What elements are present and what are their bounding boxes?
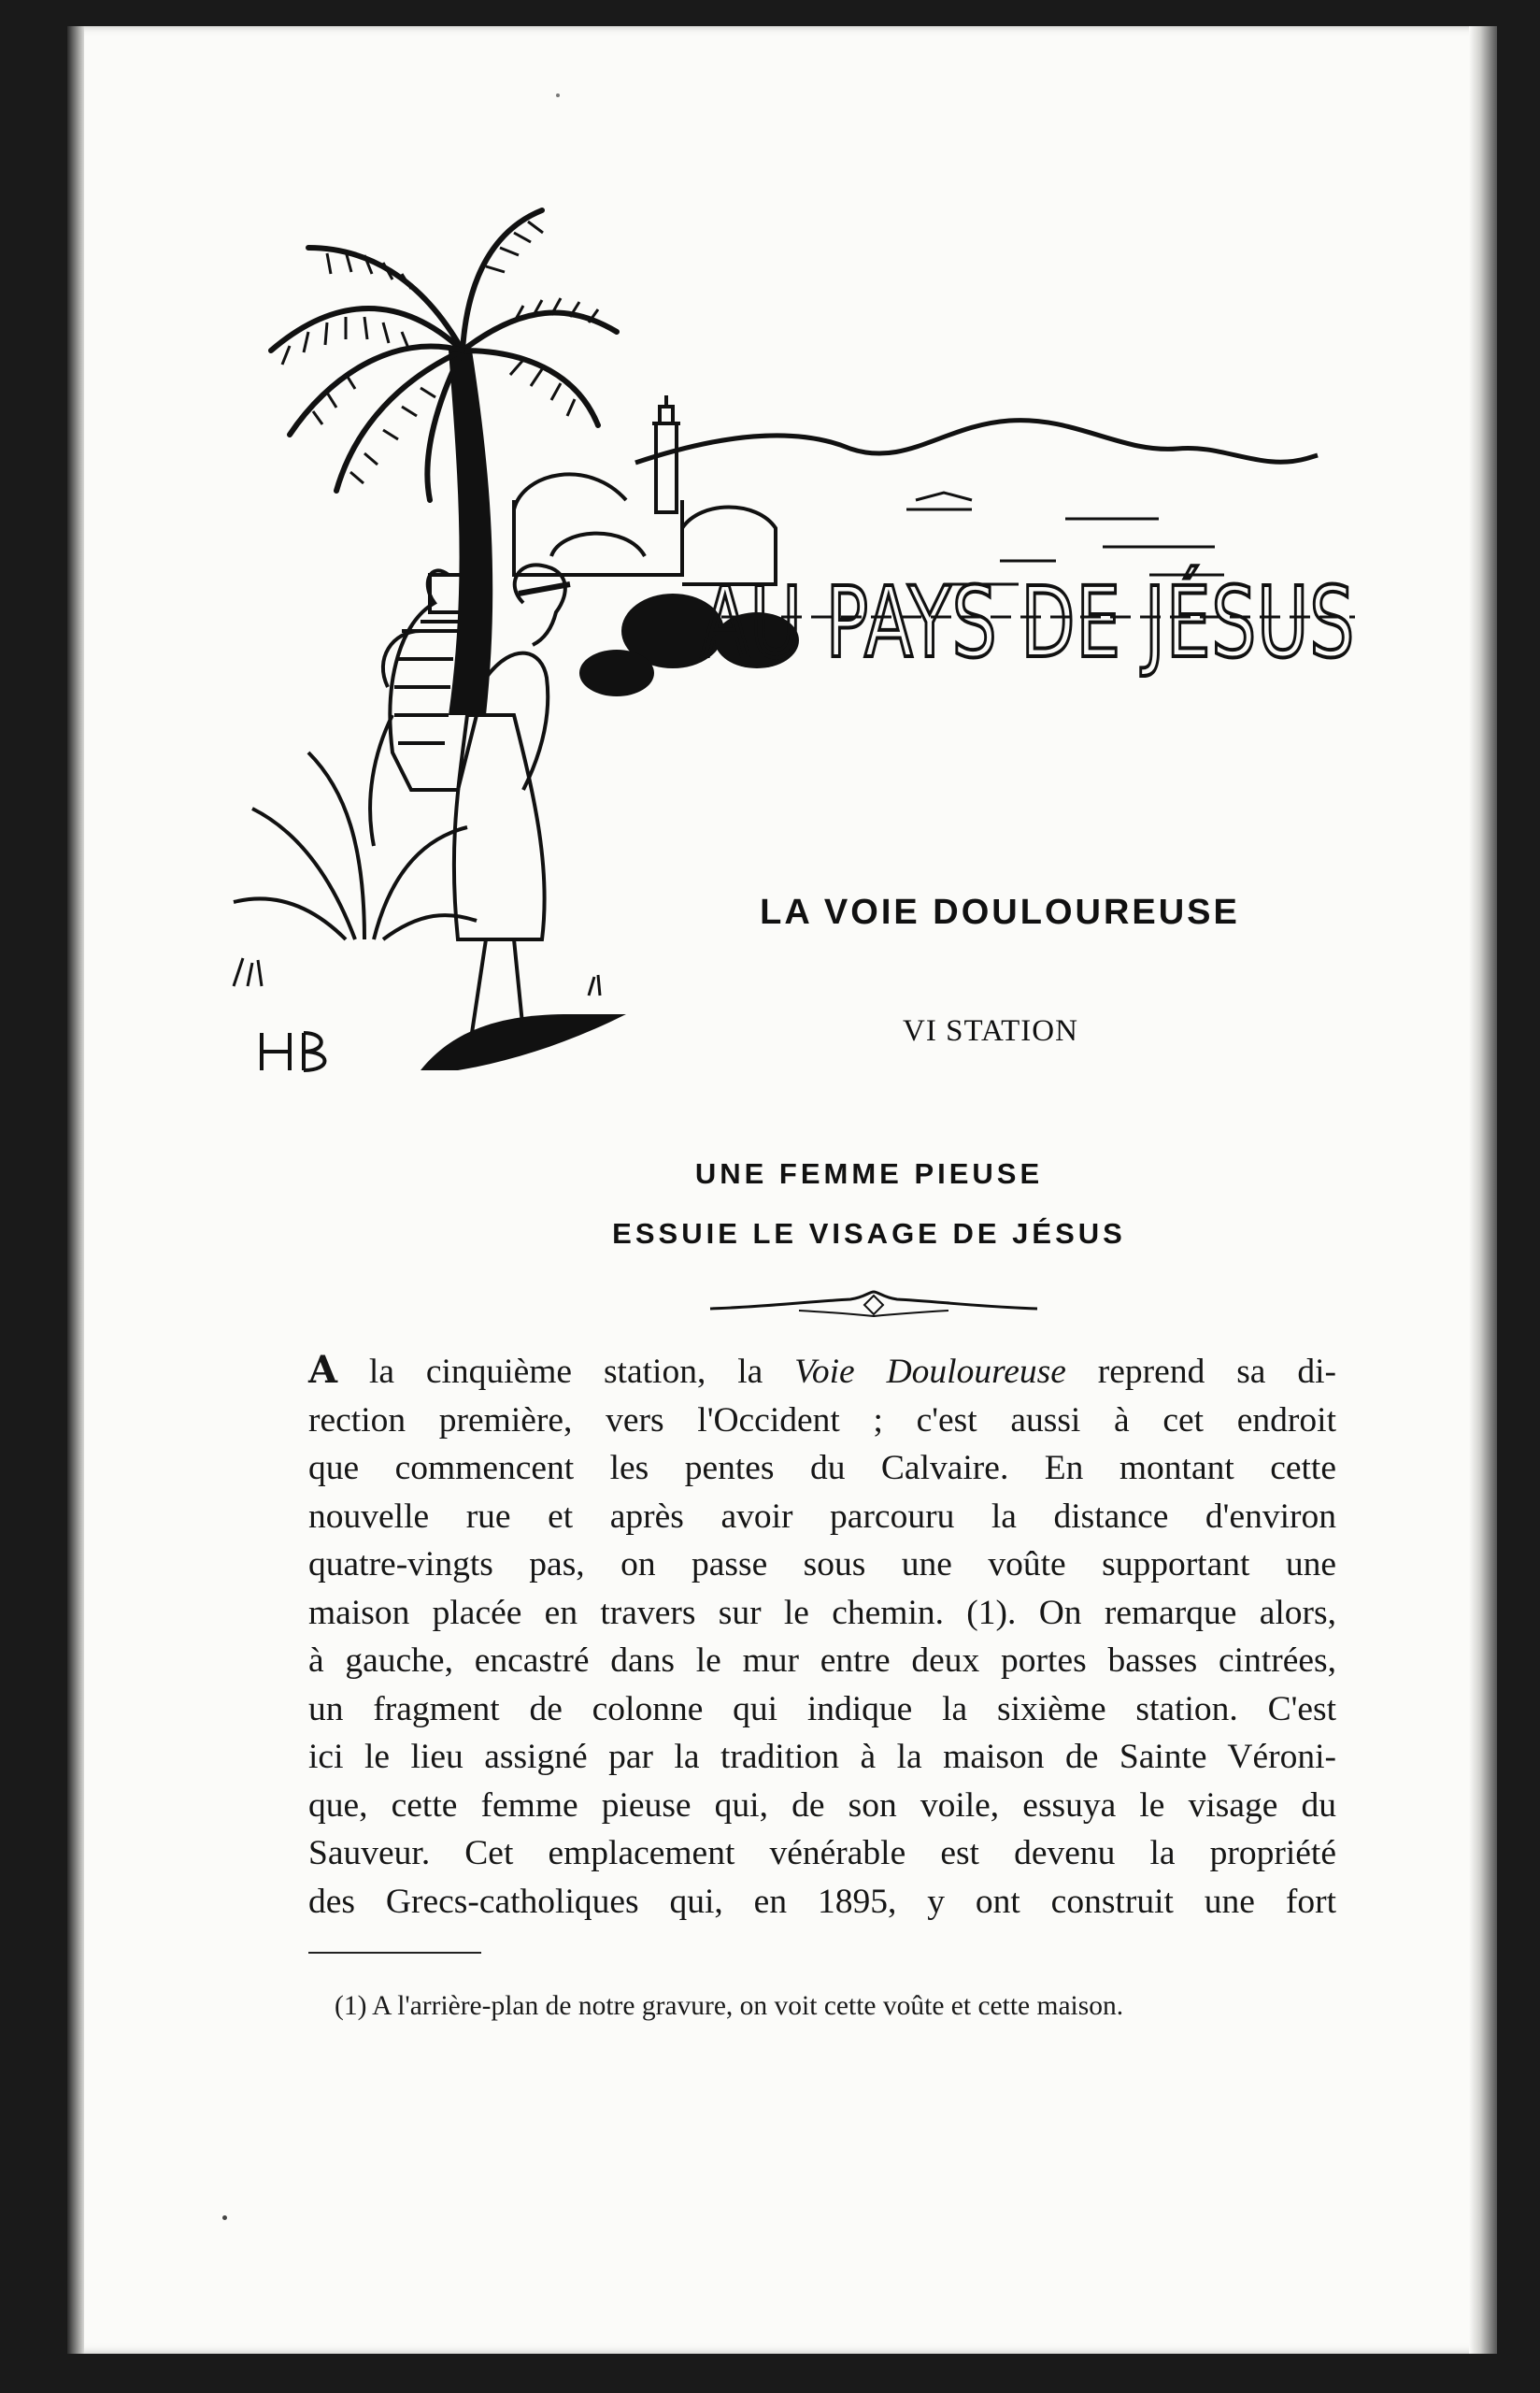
body-line: nouvelle rue et après avoir parcouru la distance d'environ (308, 1497, 1336, 1536)
footnote-rule (308, 1952, 481, 1954)
subtitle-line-1: UNE FEMME PIEUSE (694, 1157, 1044, 1190)
body-line: que, cette femme pieuse qui, de son voile, essuya le visage du (308, 1785, 1336, 1825)
page-right-edge (1469, 26, 1497, 2354)
body-line: un fragment de colonne qui indique la sixième station. C'est (308, 1689, 1336, 1728)
header-illustration (234, 192, 1364, 1164)
woman-shadow (421, 1014, 626, 1070)
body-line: que commencent les pentes du Calvaire. En montant cette (308, 1449, 1336, 1487)
boat (916, 493, 972, 500)
italic-term: Voie Douloureuse (794, 1353, 1066, 1391)
body-line: A la cinquième station, la Voie Douloureuse reprend sa di- (308, 1348, 1336, 1392)
au-pays-de-jesus-lettering (692, 566, 1355, 680)
palm-fronds (271, 210, 617, 500)
body-line: ici le lieu assigné par la tradition à la maison de Sainte Véroni- (308, 1738, 1336, 1776)
body-line: des Grecs-catholiques qui, en 1895, y ont construit une fort (308, 1882, 1336, 1921)
agave-plant (234, 715, 477, 939)
mountain-range (635, 421, 1318, 463)
footnote: (1) A l'arrière-plan de notre gravure, on voit cette voûte et cette maison. (335, 1991, 1124, 2021)
body-line: Sauveur. Cet emplacement vénérable est devenu la propriété (308, 1834, 1336, 1872)
paper-speck (556, 93, 560, 97)
page-left-edge-shadow (67, 26, 84, 2354)
section-title: LA VOIE DOULOUREUSE (760, 893, 1240, 932)
body-line: quatre-vingts pas, on passe sous une voûte supportant une (308, 1545, 1336, 1583)
station-label: VI STATION (903, 1014, 1078, 1048)
body-line: rection première, vers l'Occident ; c'est aussi à cet endroit (308, 1400, 1336, 1440)
grass-tufts (234, 958, 600, 996)
subtitle-line-2: ESSUIE LE VISAGE DE JÉSUS (612, 1217, 1126, 1250)
svg-text:AU PAYS DE JÉSUS: AU PAYS DE JÉSUS (701, 566, 1355, 680)
body-paragraph (308, 1346, 1336, 1926)
paper-speck (222, 2215, 227, 2220)
decorative-divider (710, 1288, 1037, 1322)
palm-frond-leaves (282, 222, 598, 483)
body-line: à gauche, encastré dans le mur entre deux portes basses cintrées, (308, 1641, 1336, 1680)
drop-cap: A (308, 1348, 338, 1392)
body-line: maison placée en travers sur le chemin. (1). On remarque alors, (308, 1593, 1336, 1632)
palm-trunk (449, 351, 492, 715)
artist-monogram (262, 1033, 325, 1070)
